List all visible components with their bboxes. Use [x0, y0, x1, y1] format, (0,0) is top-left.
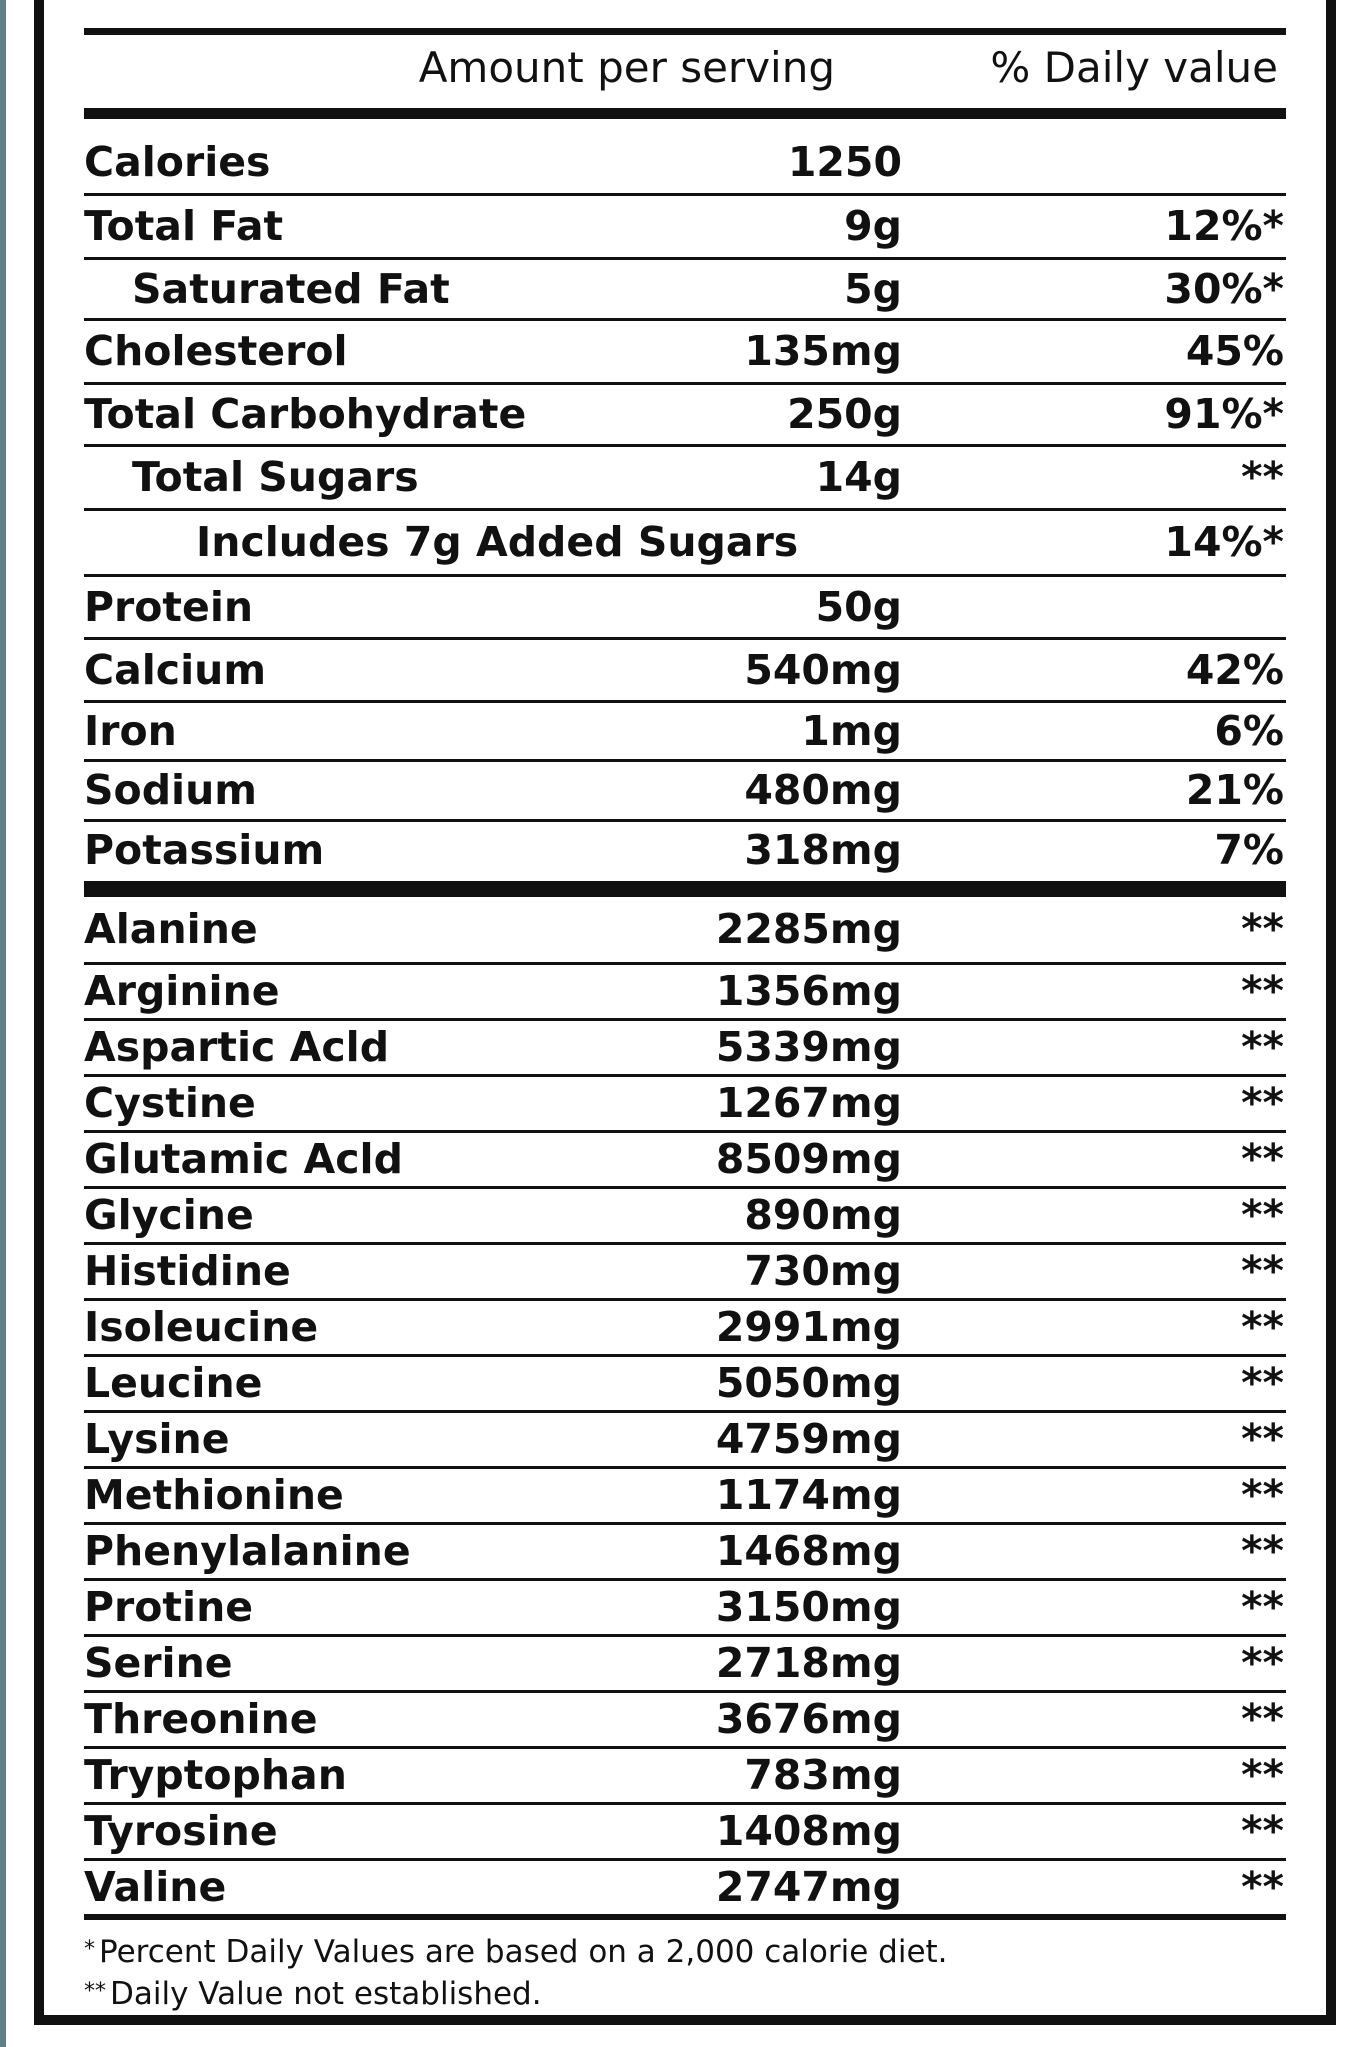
amino-acid-name: Lysine — [84, 1415, 230, 1463]
nutrient-row — [84, 260, 1286, 318]
nutrient-daily-value: 7% — [1214, 826, 1284, 874]
amino-acid-name: Cystine — [84, 1079, 256, 1127]
nutrient-amount: 480mg — [744, 766, 902, 814]
amino-acid-daily-value: ** — [1241, 1583, 1284, 1631]
nutrient-name: Total Sugars — [132, 453, 419, 501]
amino-acid-amount: 1468mg — [715, 1527, 902, 1575]
amino-acid-daily-value: ** — [1241, 1807, 1284, 1855]
nutrient-row — [84, 822, 1286, 879]
nutrient-name: Protein — [84, 583, 254, 631]
nutrient-amount: 135mg — [744, 327, 902, 375]
nutrient-row — [84, 321, 1286, 382]
nutrient-row — [84, 577, 1286, 637]
footnote-text: Daily Value not established. — [110, 1976, 542, 2012]
amino-acid-name: Valine — [84, 1863, 227, 1911]
amino-acid-name: Methionine — [84, 1471, 344, 1519]
amino-acid-amount: 3150mg — [715, 1583, 902, 1631]
amino-acid-name: Histidine — [84, 1247, 291, 1295]
amino-acid-name: Alanine — [84, 905, 258, 953]
nutrient-name: Includes 7g Added Sugars — [196, 518, 799, 566]
nutrient-amount: 5g — [844, 265, 902, 313]
amino-acid-name: Aspartic Acld — [84, 1023, 390, 1071]
amino-acid-name: Serine — [84, 1639, 233, 1687]
nutrient-row — [84, 447, 1286, 508]
amino-acid-daily-value: ** — [1241, 1863, 1284, 1911]
footer-rule — [84, 1914, 1286, 1920]
amino-acid-row — [84, 965, 1286, 1018]
amino-acid-amount: 730mg — [744, 1247, 902, 1295]
amino-acid-amount: 5339mg — [715, 1023, 902, 1071]
amino-acid-daily-value: ** — [1241, 1751, 1284, 1799]
background-edge — [0, 0, 6, 2047]
amino-acid-daily-value: ** — [1241, 1527, 1284, 1575]
nutrient-daily-value: 12%* — [1164, 202, 1284, 250]
amino-acid-name: Phenylalanine — [84, 1527, 411, 1575]
nutrient-amount: 1mg — [801, 707, 902, 755]
footnote-mark: ** — [84, 1979, 106, 2004]
amino-acid-row — [84, 1021, 1286, 1074]
header-rule — [84, 108, 1286, 119]
nutrient-row — [84, 196, 1286, 257]
amino-acid-amount: 8509mg — [715, 1135, 902, 1183]
nutrient-name: Sodium — [84, 766, 258, 814]
amino-acid-row — [84, 1469, 1286, 1522]
amino-acid-amount: 4759mg — [715, 1415, 902, 1463]
nutrient-row — [84, 511, 1286, 574]
amino-acid-row — [84, 1245, 1286, 1298]
amino-acid-daily-value: ** — [1241, 967, 1284, 1015]
footnote-percent-daily — [84, 1930, 948, 1970]
amino-acid-daily-value: ** — [1241, 1247, 1284, 1295]
amino-acid-row — [84, 1357, 1286, 1410]
amino-acid-row — [84, 1861, 1286, 1914]
amino-acid-daily-value: ** — [1241, 1639, 1284, 1687]
amino-acid-amount: 2991mg — [715, 1303, 902, 1351]
nutrient-amount: 250g — [787, 390, 902, 438]
amino-acid-name: Leucine — [84, 1359, 263, 1407]
amino-acid-daily-value: ** — [1241, 1359, 1284, 1407]
nutrient-name: Cholesterol — [84, 327, 348, 375]
amino-acid-name: Arginine — [84, 967, 280, 1015]
amino-acid-amount: 2285mg — [715, 905, 902, 953]
nutrient-daily-value: 91%* — [1164, 390, 1284, 438]
nutrient-daily-value: 21% — [1185, 766, 1284, 814]
nutrient-daily-value: 45% — [1185, 327, 1284, 375]
nutrient-name: Calories — [84, 138, 271, 186]
amino-acid-daily-value: ** — [1241, 1471, 1284, 1519]
nutrient-amount: 50g — [815, 583, 902, 631]
amino-acid-name: Threonine — [84, 1695, 318, 1743]
amino-acid-name: Isoleucine — [84, 1303, 319, 1351]
amino-acid-name: Glutamic Acld — [84, 1135, 403, 1183]
amino-acid-daily-value: ** — [1241, 1023, 1284, 1071]
amino-acid-row — [84, 1301, 1286, 1354]
footnote-not-established — [84, 1972, 542, 2012]
amino-acid-row — [84, 1693, 1286, 1746]
nutrient-name: Saturated Fat — [132, 265, 450, 313]
nutrient-name: Calcium — [84, 646, 267, 694]
amino-acid-daily-value: ** — [1241, 1303, 1284, 1351]
footnote-mark: * — [84, 1937, 95, 1962]
amino-acid-amount: 3676mg — [715, 1695, 902, 1743]
amino-acid-daily-value: ** — [1241, 1695, 1284, 1743]
nutrient-row — [84, 762, 1286, 819]
nutrient-row — [84, 703, 1286, 759]
amino-acid-amount: 1356mg — [715, 967, 902, 1015]
nutrient-amount: 540mg — [744, 646, 902, 694]
amino-acid-daily-value: ** — [1241, 1079, 1284, 1127]
nutrient-amount: 14g — [815, 453, 902, 501]
amino-acid-row — [84, 1637, 1286, 1690]
amino-acid-row — [84, 1805, 1286, 1858]
nutrient-daily-value: 30%* — [1164, 265, 1284, 313]
section-rule — [84, 881, 1286, 897]
amino-acid-name: Protine — [84, 1583, 254, 1631]
amino-acid-amount: 2747mg — [715, 1863, 902, 1911]
amino-acid-row — [84, 1189, 1286, 1242]
nutrient-name: Total Fat — [84, 202, 284, 250]
amino-acid-row — [84, 1077, 1286, 1130]
amino-acid-amount: 783mg — [744, 1751, 902, 1799]
amino-acid-amount: 890mg — [744, 1191, 902, 1239]
footnote-text: Percent Daily Values are based on a 2,000 calorie diet. — [99, 1934, 948, 1970]
nutrient-row — [84, 385, 1286, 444]
amino-acid-name: Tyrosine — [84, 1807, 278, 1855]
nutrient-name: Iron — [84, 707, 177, 755]
amount-per-serving-header: Amount per serving — [418, 43, 835, 92]
amino-acid-name: Glycine — [84, 1191, 254, 1239]
amino-acid-row — [84, 1749, 1286, 1802]
amino-acid-row — [84, 1133, 1286, 1186]
nutrient-daily-value: 42% — [1185, 646, 1284, 694]
amino-acid-daily-value: ** — [1241, 905, 1284, 953]
daily-value-header: % Daily value — [990, 43, 1278, 92]
amino-acid-row — [84, 1581, 1286, 1634]
nutrient-row — [84, 640, 1286, 700]
amino-acid-row — [84, 1525, 1286, 1578]
amino-acid-row — [84, 897, 1286, 962]
amino-acid-amount: 1267mg — [715, 1079, 902, 1127]
nutrient-name: Total Carbohydrate — [84, 390, 527, 438]
nutrient-amount: 318mg — [744, 826, 902, 874]
nutrient-daily-value: 14%* — [1164, 518, 1284, 566]
nutrient-daily-value: 6% — [1214, 707, 1284, 755]
nutrient-amount: 9g — [844, 202, 902, 250]
nutrient-name: Potassium — [84, 826, 325, 874]
nutrient-row — [84, 131, 1286, 193]
cropped-servings-line — [84, 0, 98, 12]
amino-acid-daily-value: ** — [1241, 1415, 1284, 1463]
amino-acid-amount: 2718mg — [715, 1639, 902, 1687]
amino-acid-name: Tryptophan — [84, 1751, 347, 1799]
amino-acid-row — [84, 1413, 1286, 1466]
amino-acid-amount: 1408mg — [715, 1807, 902, 1855]
nutrient-amount: 1250 — [787, 138, 902, 186]
nutrient-daily-value: ** — [1241, 453, 1284, 501]
amino-acid-amount: 1174mg — [715, 1471, 902, 1519]
amino-acid-amount: 5050mg — [715, 1359, 902, 1407]
amino-acid-daily-value: ** — [1241, 1191, 1284, 1239]
amino-acid-daily-value: ** — [1241, 1135, 1284, 1183]
